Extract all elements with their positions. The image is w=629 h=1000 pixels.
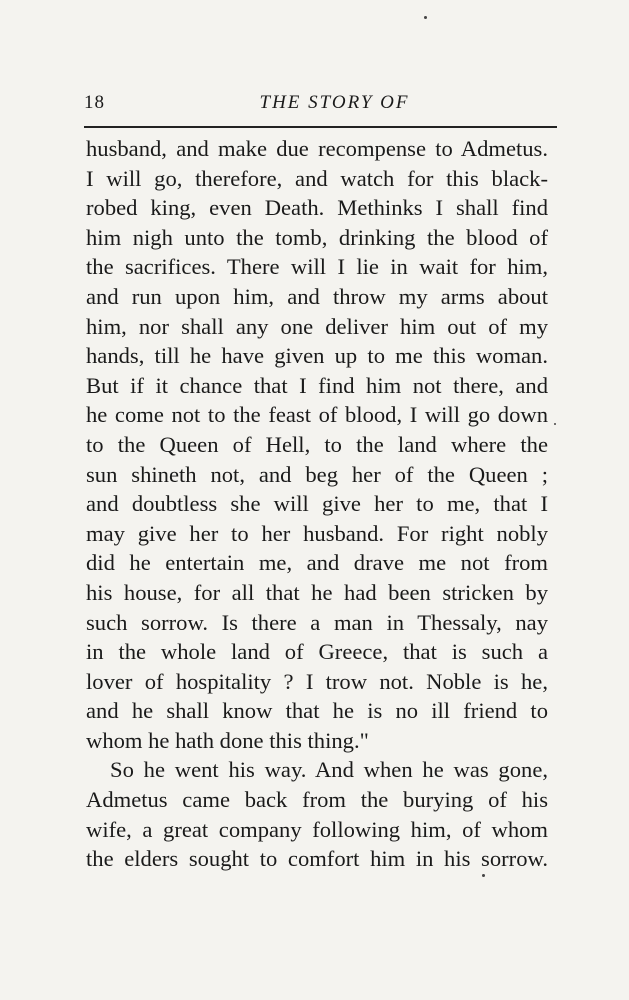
text-line: his house, for all that he had been stricken by [86,579,548,605]
text-line: wife, a great company following him, of whom [86,816,548,842]
ink-speck [482,874,485,877]
text-line: I will go, therefore, and watch for this black- [86,165,548,191]
text-line: the elders sought to comfort him in his sorrow. [86,846,548,872]
ink-speck [554,423,556,425]
text-line: to the Queen of Hell, to the land where the [86,431,548,457]
text-line: But if it chance that I find him not there, and [86,372,548,398]
text-line: Admetus came back from the burying of his [86,787,548,813]
text-line: sun shineth not, and beg her of the Queen ; [86,461,548,487]
text-line: hands, till he have given up to me this woman. [86,343,548,369]
header-rule [84,126,557,128]
running-title: THE STORY OF [259,92,410,113]
paragraph-2 [86,755,548,873]
text-line: did he entertain me, and drave me not from [86,550,548,576]
text-line: husband, and make due recompense to Admetus. [86,136,548,161]
ink-speck [424,16,427,19]
text-line: him, nor shall any one deliver him out of my [86,313,548,339]
text-line: lover of hospitality ? I trow not. Noble is he, [86,668,548,694]
page-number: 18 [84,92,105,113]
text-line: whom he hath done this thing." [86,727,369,753]
text-line: in the whole land of Greece, that is such a [86,639,548,665]
text-line: So he went his way. And when he was gone, [110,757,548,783]
text-line: and doubtless she will give her to me, that I [86,491,548,517]
page-header [84,92,557,118]
text-line: and run upon him, and throw my arms about [86,283,548,309]
text-line: such sorrow. Is there a man in Thessaly, nay [86,609,548,635]
text-line: may give her to her husband. For right nobly [86,520,548,546]
text-line: he come not to the feast of blood, I will go down [86,402,548,428]
text-line: him nigh unto the tomb, drinking the blood of [86,224,548,250]
paragraph-1 [86,134,548,755]
body-text [86,134,548,874]
text-line: robed king, even Death. Methinks I shall find [86,195,548,221]
text-line: the sacrifices. There will I lie in wait for him, [86,254,548,280]
text-line: and he shall know that he is no ill friend to [86,698,548,724]
